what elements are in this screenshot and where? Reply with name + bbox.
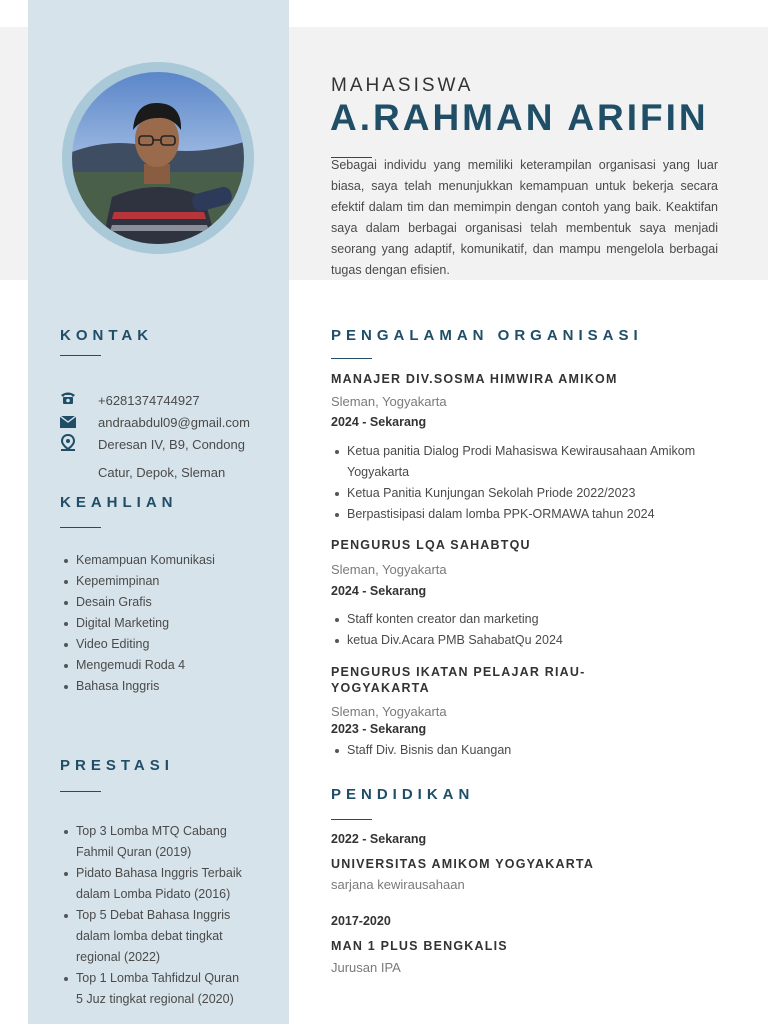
- kontak-divider: [60, 355, 101, 356]
- skill-item: Video Editing: [76, 634, 215, 655]
- achievement-line: Fahmil Quran (2019): [76, 845, 192, 859]
- edu-major: sarjana kewirausahaan: [331, 877, 465, 892]
- skill-item: Bahasa Inggris: [76, 676, 215, 697]
- profile-photo: [72, 72, 244, 244]
- job-bullet: Ketua panitia Dialog Prodi Mahasiswa Kewirausahaan Amikom Yogyakarta: [347, 441, 717, 483]
- job-bullet: Staff konten creator dan marketing: [347, 609, 717, 630]
- job-title-line: PENGURUS IKATAN PELAJAR RIAU-: [331, 665, 586, 679]
- achievement-line: Top 1 Lomba Tahfidzul Quran: [76, 971, 240, 985]
- address-line-2: Catur, Depok, Sleman: [98, 465, 226, 480]
- job-title: PENGURUS LQA SAHABTQU: [331, 538, 531, 552]
- keahlian-heading: KEAHLIAN: [60, 494, 178, 511]
- skill-item: Digital Marketing: [76, 613, 215, 634]
- achievement-line: dalam lomba debat tingkat: [76, 929, 223, 943]
- job-bullet: Staff Div. Bisnis dan Kuangan: [347, 740, 717, 761]
- achievement-line: 5 Juz tingkat regional (2020): [76, 992, 234, 1006]
- achievements-list: [76, 821, 242, 1010]
- achievement-item: [76, 968, 242, 1010]
- profile-summary: Sebagai individu yang memiliki keterampilan organisasi yang luar biasa, saya telah menunjukkan kemampuan untuk bekerja secara efektif dalam tim dan memimpin dengan contoh yang baik. Keaktifan saya dalam berbagai organisasi telah membentuk saya menjadi seorang yang adaptif, komunikatif, dan mampu mengelola berbagai tugas dengan efisien.: [331, 158, 718, 277]
- achievement-item: [76, 905, 242, 968]
- achievement-line: dalam Lomba Pidato (2016): [76, 887, 231, 901]
- achievement-line: Top 3 Lomba MTQ Cabang: [76, 824, 227, 838]
- location-icon: [60, 434, 76, 450]
- job-bullet: Berpastisipasi dalam lomba PPK-ORMAWA tahun 2024: [347, 504, 717, 525]
- skill-item: Mengemudi Roda 4: [76, 655, 215, 676]
- edu-period: 2017-2020: [331, 914, 391, 928]
- achievement-line: Top 5 Debat Bahasa Inggris: [76, 908, 231, 922]
- job-location: Sleman, Yogyakarta: [331, 394, 447, 409]
- prestasi-heading: PRESTASI: [60, 757, 174, 774]
- skill-item: Kepemimpinan: [76, 571, 215, 592]
- full-name: A.RAHMAN ARIFIN: [330, 97, 709, 138]
- job-period: 2023 - Sekarang: [331, 722, 427, 736]
- achievement-line: regional (2022): [76, 950, 161, 964]
- job-location: Sleman, Yogyakarta: [331, 704, 447, 719]
- job-bullets: [347, 740, 717, 761]
- skill-item: Desain Grafis: [76, 592, 215, 613]
- keahlian-divider: [60, 527, 101, 528]
- job-title: MANAJER DIV.SOSMA HIMWIRA AMIKOM: [331, 372, 618, 386]
- skills-list: [76, 550, 215, 697]
- edu-school: MAN 1 PLUS BENGKALIS: [331, 939, 508, 953]
- phone-number[interactable]: +6281374744927: [98, 393, 200, 408]
- prestasi-divider: [60, 791, 101, 792]
- job-title-line: YOGYAKARTA: [331, 681, 430, 695]
- achievement-line: Pidato Bahasa Inggris Terbaik: [76, 866, 242, 880]
- edu-major: Jurusan IPA: [331, 960, 401, 975]
- mail-icon: [60, 416, 76, 432]
- job-period: 2024 - Sekarang: [331, 584, 427, 598]
- phone-icon: [60, 390, 76, 406]
- pengalaman-divider: [331, 358, 372, 359]
- address-line-1: Deresan IV, B9, Condong: [98, 437, 245, 452]
- achievement-item: [76, 821, 242, 863]
- job-bullet: ketua Div.Acara PMB SahabatQu 2024: [347, 630, 717, 651]
- edu-school: UNIVERSITAS AMIKOM YOGYAKARTA: [331, 857, 595, 871]
- pengalaman-heading: PENGALAMAN ORGANISASI: [331, 327, 643, 344]
- job-bullets: [347, 441, 717, 525]
- kontak-heading: KONTAK: [60, 327, 154, 344]
- email-address[interactable]: andraabdul09@gmail.com: [98, 415, 250, 430]
- achievement-item: [76, 863, 242, 905]
- job-bullets: [347, 609, 717, 651]
- pendidikan-divider: [331, 819, 372, 820]
- job-title: [331, 664, 585, 696]
- skill-item: Kemampuan Komunikasi: [76, 550, 215, 571]
- role-title: MAHASISWA: [331, 75, 474, 96]
- job-period: 2024 - Sekarang: [331, 415, 427, 429]
- job-bullet: Ketua Panitia Kunjungan Sekolah Priode 2022/2023: [347, 483, 717, 504]
- pendidikan-heading: PENDIDIKAN: [331, 786, 475, 803]
- edu-period: 2022 - Sekarang: [331, 832, 427, 846]
- job-location: Sleman, Yogyakarta: [331, 562, 447, 577]
